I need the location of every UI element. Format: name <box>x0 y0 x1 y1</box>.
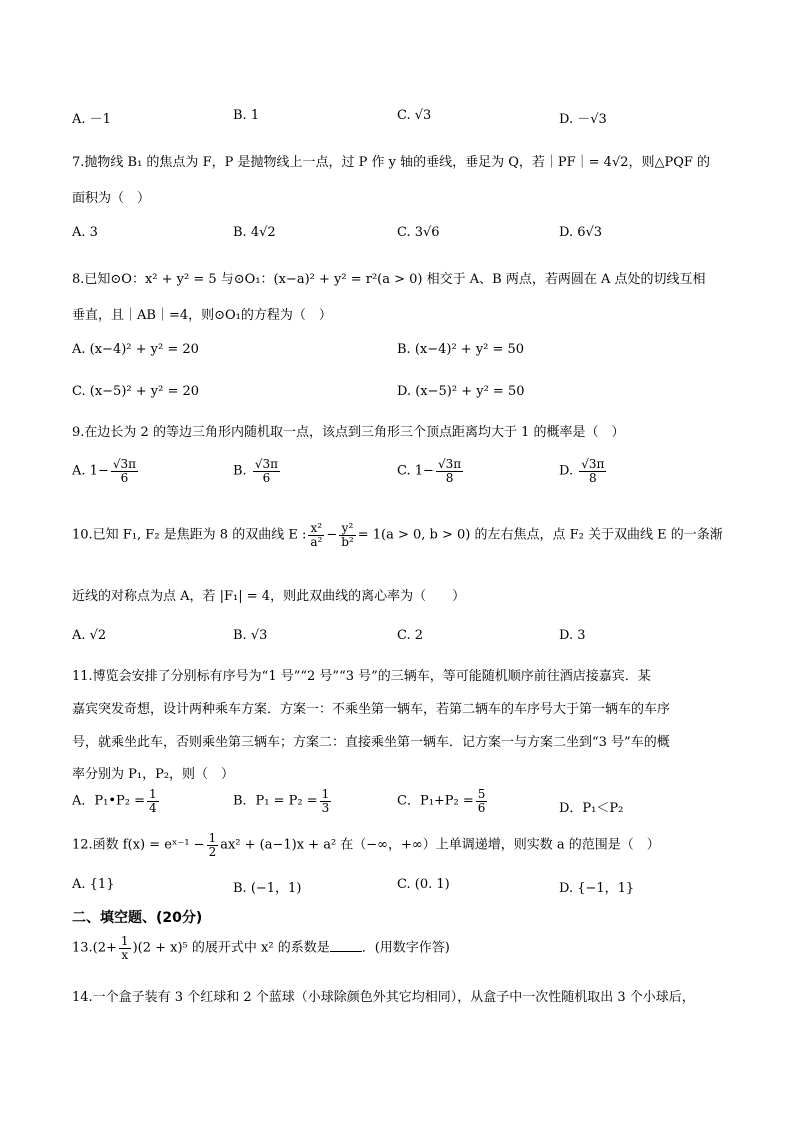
q11-option-a-pre: A．P₁•P₂ = <box>72 793 145 809</box>
fraction <box>253 458 280 484</box>
q12-f-den: 2 <box>208 844 217 859</box>
q11-b-den: 3 <box>321 800 330 815</box>
q11-stem-line1: 11.博览会安排了分别标有序号为“1 号”“2 号”“3 号”的三辆车，等可能随机顺序前往酒店接嘉宾．某 <box>72 669 651 684</box>
q11-option-d: D．P₁＜P₂ <box>559 801 624 816</box>
question-14: 14.一个盒子装有 3 个红球和 2 个蓝球（小球除颜色外其它均相同），从盒子中一次性随机取出 3 个小球后， <box>72 990 695 1005</box>
q12-option-d: D. {−1，1} <box>559 881 635 896</box>
q12-pre: 12.函数 f(x) = eˣ⁻¹ − <box>72 837 205 853</box>
q7-option-a: A. 3 <box>72 225 98 240</box>
q9-option-b-label: B. <box>233 463 247 479</box>
q6-option-a: A. －1 <box>72 112 111 127</box>
fraction <box>308 522 324 548</box>
q10-option-a: A. √2 <box>72 628 107 643</box>
q7-stem-line1: 7.抛物线 B₁ 的焦点为 F，P 是抛物线上一点，过 P 作 y 轴的垂线，垂足为 Q，若｜PF｜= 4√2，则△PQF 的 <box>72 155 711 170</box>
fraction <box>436 458 463 484</box>
q10-minus: − <box>326 527 338 543</box>
q9-stem: 9.在边长为 2 的等边三角形内随机取一点，该点到三角形三个顶点距离均大于 1 的概率是（ ） <box>72 425 625 440</box>
q11-a-num: 1 <box>149 787 157 801</box>
q9-option-a <box>72 458 140 484</box>
fraction <box>339 522 356 548</box>
q9-option-c-label: C. <box>397 463 411 479</box>
fraction <box>119 935 131 961</box>
q12-post: ax² + (a−1)x + a² 在（−∞，+∞）上单调递增，则实数 a 的范围是（ ） <box>220 837 660 853</box>
q10-stem-line2: 近线的对称点为点 A，若 |F₁| = 4，则此双曲线的离心率为（ ） <box>72 589 466 604</box>
q13-f-den: x <box>121 947 129 962</box>
q13-pre: 13.(2+ <box>72 940 117 956</box>
q10-option-c: C. 2 <box>397 628 424 643</box>
q8-stem-line2: 垂直，且｜AB｜=4，则⊙O₁的方程为（ ） <box>72 308 332 323</box>
q9-a-num: √3π <box>112 457 137 471</box>
q10-option-b: B. √3 <box>233 628 268 643</box>
q13-f-num: 1 <box>120 934 129 948</box>
q10-option-d: D. 3 <box>559 628 586 643</box>
q9-option-a-label: A. <box>72 463 86 479</box>
q8-option-d: D. (x−5)² + y² = 50 <box>397 384 525 399</box>
q7-option-c: C. 3√6 <box>397 225 440 240</box>
q6-option-d: D. －√3 <box>559 112 607 127</box>
q9-a-den: 6 <box>120 470 129 485</box>
q11-stem-line2: 嘉宾突发奇想，设计两种乘车方案．方案一：不乘坐第一辆车，若第二辆车的车序号大于第一辆车的车序 <box>72 702 671 717</box>
q9-option-c <box>397 458 465 484</box>
q11-b-num: 1 <box>321 787 330 801</box>
fraction <box>320 788 332 814</box>
q8-option-a: A. (x−4)² + y² = 20 <box>72 342 199 357</box>
q13-post: )(2 + x)⁵ 的展开式中 x² 的系数是 <box>132 940 330 956</box>
q9-option-a-pre: 1− <box>89 463 109 479</box>
q9-option-d-label: D. <box>559 463 574 479</box>
q12-stem <box>72 832 660 858</box>
q10-pre: 10.已知 F₁, F₂ 是焦距为 8 的双曲线 E : <box>72 527 307 543</box>
q10-post: = 1(a > 0, b > 0) 的左右焦点，点 F₂ 关于双曲线 E 的一条渐 <box>357 527 723 543</box>
question-13 <box>72 935 450 961</box>
q12-option-a: A. {1} <box>72 877 115 892</box>
q8-stem-line1: 8.已知⊙O：x² + y² = 5 与⊙O₁：(x−a)² + y² = r²(a > 0) 相交于 A、B 两点，若两圆在 A 点处的切线互相 <box>72 272 706 287</box>
q10-f1-den: a² <box>310 534 323 549</box>
q6-option-b: B. 1 <box>233 108 260 123</box>
answer-blank[interactable] <box>330 951 362 952</box>
fraction <box>207 832 219 858</box>
q11-stem-line4: 率分别为 P₁，P₂，则（ ） <box>72 767 235 782</box>
fraction <box>147 788 159 814</box>
q6-option-c: C. √3 <box>397 108 432 123</box>
fraction <box>476 788 488 814</box>
q8-option-c: C. (x−5)² + y² = 20 <box>72 384 200 399</box>
q10-stem-line1 <box>72 522 723 548</box>
q9-option-b <box>233 458 282 484</box>
q12-option-b: B. (−1，1) <box>233 881 302 896</box>
q11-option-b-pre: B．P₁ = P₂ = <box>233 793 318 809</box>
q12-f-num: 1 <box>208 831 217 845</box>
q11-c-num: 5 <box>477 787 486 801</box>
q7-option-b: B. 4√2 <box>233 225 276 240</box>
q11-a-den: 4 <box>149 800 157 815</box>
q12-option-c: C. (0. 1) <box>397 877 450 892</box>
q9-d-num: √3π <box>581 457 605 471</box>
q11-option-a <box>72 788 161 814</box>
q7-stem-line2: 面积为（ ） <box>72 191 151 206</box>
q11-c-den: 6 <box>477 800 486 815</box>
q10-f2-num: y² <box>339 522 356 536</box>
q9-option-d <box>559 458 608 484</box>
q13-tail: ．(用数字作答) <box>361 940 450 956</box>
q9-option-c-pre: 1− <box>414 463 434 479</box>
q8-option-b: B. (x−4)² + y² = 50 <box>397 342 525 357</box>
q9-b-num: √3π <box>254 457 278 471</box>
q9-c-num: √3π <box>437 457 462 471</box>
q9-b-den: 6 <box>262 470 271 485</box>
q9-d-den: 8 <box>589 470 597 485</box>
q9-c-den: 8 <box>445 470 454 485</box>
q11-option-b <box>233 788 333 814</box>
fraction <box>111 458 138 484</box>
q10-f1-num: x² <box>308 522 324 536</box>
q10-f2-den: b² <box>341 534 354 549</box>
q11-option-c-pre: C．P₁+P₂ = <box>397 793 474 809</box>
q11-option-c <box>397 788 489 814</box>
q11-stem-line3: 号，就乘坐此车，否则乘坐第三辆车；方案二：直接乘坐第一辆车．记方案一与方案二坐到“3 号”车的概 <box>72 735 670 750</box>
fraction <box>579 458 606 484</box>
q7-option-d: D. 6√3 <box>559 225 603 240</box>
section-heading: 二、填空题、(20分) <box>72 910 203 926</box>
